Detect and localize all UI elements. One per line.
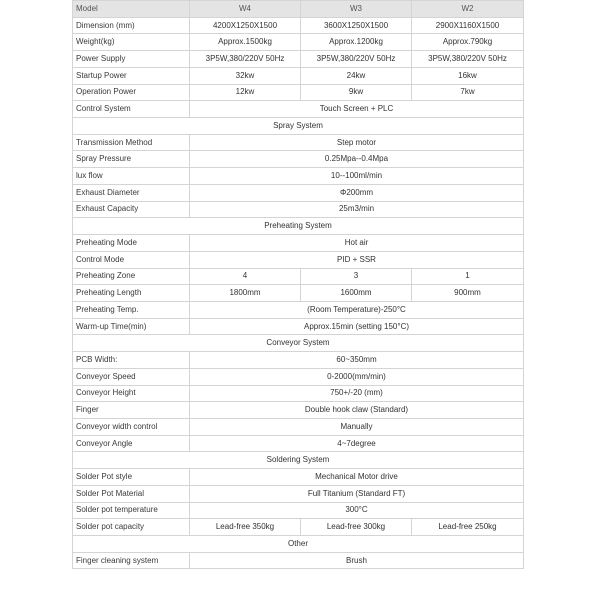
spec-row	[73, 285, 524, 302]
spec-value-w3: 3600X1250X1500	[301, 17, 412, 34]
header-row	[73, 1, 524, 18]
spec-value: (Room Temperature)-250°C	[190, 301, 524, 318]
spec-value-w2: Approx.790kg	[412, 34, 524, 51]
header-model-w2: W2	[412, 1, 524, 18]
spec-label: Finger	[73, 402, 190, 419]
spec-value: Full Titanium (Standard FT)	[190, 485, 524, 502]
spec-value: Hot air	[190, 235, 524, 252]
spec-value: Approx.15min (setting 150°C)	[190, 318, 524, 335]
spec-row	[73, 402, 524, 419]
spec-value: 60~350mm	[190, 352, 524, 369]
spec-label: Solder pot capacity	[73, 519, 190, 536]
spec-label: Operation Power	[73, 84, 190, 101]
spec-table	[72, 0, 524, 569]
section-title: Other	[73, 536, 524, 553]
spec-row	[73, 552, 524, 569]
spec-row	[73, 502, 524, 519]
spec-value: Brush	[190, 552, 524, 569]
header-model-w3: W3	[301, 1, 412, 18]
spec-value: Step motor	[190, 134, 524, 151]
spec-row	[73, 151, 524, 168]
spec-row	[73, 418, 524, 435]
spec-value: Mechanical Motor drive	[190, 469, 524, 486]
spec-value: 0-2000(mm/min)	[190, 368, 524, 385]
spec-value-w2: 900mm	[412, 285, 524, 302]
spec-value-w3: Lead-free 300kg	[301, 519, 412, 536]
spec-label: lux flow	[73, 168, 190, 185]
spec-row	[73, 485, 524, 502]
section-row	[73, 536, 524, 553]
spec-label: Solder Pot style	[73, 469, 190, 486]
spec-label: Conveyor width control	[73, 418, 190, 435]
spec-label: Exhaust Diameter	[73, 184, 190, 201]
spec-row	[73, 84, 524, 101]
spec-label: Control System	[73, 101, 190, 118]
spec-row	[73, 385, 524, 402]
spec-value: Double hook claw (Standard)	[190, 402, 524, 419]
spec-table-body	[73, 1, 524, 569]
section-title: Spray System	[73, 118, 524, 135]
section-row	[73, 218, 524, 235]
spec-row	[73, 101, 524, 118]
section-row	[73, 452, 524, 469]
spec-row	[73, 201, 524, 218]
header-label: Model	[73, 1, 190, 18]
spec-value-w4: 12kw	[190, 84, 301, 101]
spec-value-w4: 1800mm	[190, 285, 301, 302]
spec-row	[73, 51, 524, 68]
spec-value-w2: 3P5W,380/220V 50Hz	[412, 51, 524, 68]
spec-row	[73, 519, 524, 536]
spec-value: 750+/-20 (mm)	[190, 385, 524, 402]
spec-row	[73, 17, 524, 34]
spec-label: Solder pot temperature	[73, 502, 190, 519]
spec-value: 10--100ml/min	[190, 168, 524, 185]
spec-row	[73, 67, 524, 84]
spec-value-w2: 1	[412, 268, 524, 285]
spec-label: Conveyor Height	[73, 385, 190, 402]
spec-value-w4: 3P5W,380/220V 50Hz	[190, 51, 301, 68]
section-row	[73, 335, 524, 352]
spec-label: Preheating Mode	[73, 235, 190, 252]
spec-row	[73, 368, 524, 385]
spec-label: Preheating Length	[73, 285, 190, 302]
spec-row	[73, 469, 524, 486]
spec-value-w2: 7kw	[412, 84, 524, 101]
spec-row	[73, 435, 524, 452]
spec-label: Weight(kg)	[73, 34, 190, 51]
spec-value-w4: 4	[190, 268, 301, 285]
spec-label: Dimension (mm)	[73, 17, 190, 34]
spec-value: 25m3/min	[190, 201, 524, 218]
spec-value-w2: 2900X1160X1500	[412, 17, 524, 34]
spec-value: Φ200mm	[190, 184, 524, 201]
spec-row	[73, 268, 524, 285]
spec-value-w4: Approx.1500kg	[190, 34, 301, 51]
spec-row	[73, 184, 524, 201]
spec-value-w4: Lead-free 350kg	[190, 519, 301, 536]
spec-value: Manually	[190, 418, 524, 435]
spec-row	[73, 168, 524, 185]
spec-row	[73, 352, 524, 369]
spec-row	[73, 235, 524, 252]
section-title: Preheating System	[73, 218, 524, 235]
spec-label: Warm-up Time(min)	[73, 318, 190, 335]
spec-value-w3: 3P5W,380/220V 50Hz	[301, 51, 412, 68]
spec-row	[73, 134, 524, 151]
spec-row	[73, 251, 524, 268]
spec-value: PID + SSR	[190, 251, 524, 268]
spec-value-w3: Approx.1200kg	[301, 34, 412, 51]
spec-label: Preheating Zone	[73, 268, 190, 285]
spec-value-w3: 1600mm	[301, 285, 412, 302]
spec-label: Conveyor Speed	[73, 368, 190, 385]
spec-label: Solder Pot Material	[73, 485, 190, 502]
section-row	[73, 118, 524, 135]
spec-value-w3: 9kw	[301, 84, 412, 101]
spec-label: Power Supply	[73, 51, 190, 68]
spec-label: Conveyor Angle	[73, 435, 190, 452]
spec-value-w2: Lead-free 250kg	[412, 519, 524, 536]
spec-row	[73, 318, 524, 335]
spec-value: 0.25Mpa--0.4Mpa	[190, 151, 524, 168]
spec-value-w4: 4200X1250X1500	[190, 17, 301, 34]
spec-value: 300°C	[190, 502, 524, 519]
spec-value-w4: 32kw	[190, 67, 301, 84]
spec-value-w3: 3	[301, 268, 412, 285]
spec-label: Startup Power	[73, 67, 190, 84]
header-model-w4: W4	[190, 1, 301, 18]
spec-label: Finger cleaning system	[73, 552, 190, 569]
spec-label: PCB Width:	[73, 352, 190, 369]
spec-value: 4~7degree	[190, 435, 524, 452]
spec-label: Preheating Temp.	[73, 301, 190, 318]
spec-label: Transmission Method	[73, 134, 190, 151]
spec-value: Touch Screen + PLC	[190, 101, 524, 118]
spec-label: Spray Pressure	[73, 151, 190, 168]
spec-row	[73, 34, 524, 51]
spec-value-w2: 16kw	[412, 67, 524, 84]
spec-label: Control Mode	[73, 251, 190, 268]
spec-row	[73, 301, 524, 318]
section-title: Conveyor System	[73, 335, 524, 352]
spec-label: Exhaust Capacity	[73, 201, 190, 218]
spec-value-w3: 24kw	[301, 67, 412, 84]
section-title: Soldering System	[73, 452, 524, 469]
